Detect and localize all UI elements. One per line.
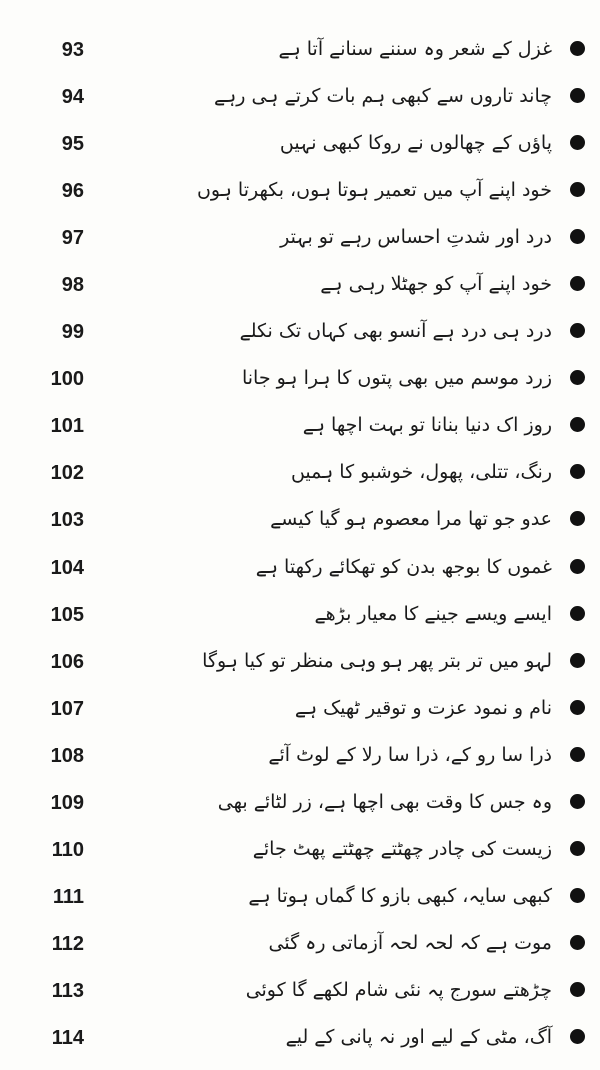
page-number: 100 bbox=[50, 368, 84, 391]
page-number: 109 bbox=[50, 791, 84, 814]
page-number: 94 bbox=[61, 86, 84, 109]
toc-entry bbox=[0, 27, 600, 74]
entry-title: غموں کا بوجھ بدن کو تھکائے رکھتا ہے bbox=[255, 555, 552, 578]
bullet-icon bbox=[570, 88, 585, 103]
page-number: 113 bbox=[51, 979, 84, 1002]
toc-entry bbox=[0, 592, 600, 639]
entry-title: آگ، مٹی کے لیے اور نہ پانی کے لیے bbox=[285, 1025, 552, 1048]
entry-title: نام و نمود عزت و توقیر ٹھیک ہے bbox=[294, 696, 552, 719]
page-number: 112 bbox=[51, 932, 84, 955]
entry-title: درد اور شدتِ احساس رہے تو بہتر bbox=[280, 226, 552, 249]
entry-title: خود اپنے آپ کو جھٹلا رہی ہے bbox=[320, 273, 552, 296]
bullet-icon bbox=[570, 935, 585, 950]
toc-entry bbox=[0, 968, 600, 1015]
toc-entry bbox=[0, 356, 600, 403]
toc-entry bbox=[0, 545, 600, 592]
page-number: 104 bbox=[50, 556, 84, 579]
toc-entry bbox=[0, 780, 600, 827]
page-number: 96 bbox=[61, 180, 84, 203]
bullet-icon bbox=[570, 888, 585, 903]
entry-title: وہ جس کا وقت بھی اچھا ہے، زر لٹائے بھی bbox=[217, 790, 552, 813]
entry-title: ذرا سا رو کے، ذرا سا رلا کے لوٹ آئے bbox=[268, 743, 552, 766]
bullet-icon bbox=[570, 747, 585, 762]
page-number: 103 bbox=[50, 509, 84, 532]
toc-entry bbox=[0, 827, 600, 874]
page-number: 114 bbox=[51, 1026, 84, 1049]
table-of-contents bbox=[0, 27, 600, 1062]
entry-title: کبھی سایہ، کبھی بازو کا گماں ہوتا ہے bbox=[248, 884, 552, 907]
toc-entry bbox=[0, 215, 600, 262]
entry-title: غزل کے شعر وہ سننے سنانے آتا ہے bbox=[278, 38, 552, 60]
toc-entry bbox=[0, 921, 600, 968]
entry-title: رنگ، تتلی، پھول، خوشبو کا ہمیں bbox=[290, 461, 552, 484]
bullet-icon bbox=[570, 653, 585, 668]
toc-entry bbox=[0, 686, 600, 733]
page-number: 101 bbox=[50, 415, 84, 438]
entry-title: زیست کی چادر چھٹتے چھٹتے پھٹ جائے bbox=[252, 837, 552, 860]
entry-title: روز اک دنیا بنانا تو بہت اچھا ہے bbox=[302, 414, 552, 437]
toc-entry bbox=[0, 874, 600, 921]
bullet-icon bbox=[570, 41, 585, 56]
toc-entry bbox=[0, 403, 600, 450]
page-number: 108 bbox=[50, 744, 84, 767]
entry-title: چڑھتے سورج پہ نئی شام لکھے گا کوئی bbox=[245, 978, 552, 1001]
bullet-icon bbox=[570, 606, 585, 621]
page-number: 102 bbox=[50, 462, 84, 485]
bullet-icon bbox=[570, 229, 585, 244]
toc-entry bbox=[0, 639, 600, 686]
toc-entry bbox=[0, 74, 600, 121]
toc-entry bbox=[0, 168, 600, 215]
entry-title: خود اپنے آپ میں تعمیر ہوتا ہوں، بکھرتا ہوں bbox=[196, 179, 552, 202]
entry-title: چاند تاروں سے کبھی ہم بات کرتے ہی رہے bbox=[213, 85, 552, 108]
bullet-icon bbox=[570, 559, 585, 574]
bullet-icon bbox=[570, 794, 585, 809]
toc-entry bbox=[0, 450, 600, 497]
bullet-icon bbox=[570, 982, 585, 997]
bullet-icon bbox=[570, 841, 585, 856]
toc-entry bbox=[0, 309, 600, 356]
page-number: 105 bbox=[50, 603, 84, 626]
page-number: 97 bbox=[61, 227, 84, 250]
bullet-icon bbox=[570, 1029, 585, 1044]
entry-title: درد ہی درد ہے آنسو بھی کہاں تک نکلے bbox=[239, 320, 552, 343]
page-number: 99 bbox=[61, 321, 84, 344]
toc-entry bbox=[0, 497, 600, 544]
entry-title: ایسے ویسے جینے کا معیار بڑھے bbox=[314, 602, 552, 625]
bullet-icon bbox=[570, 464, 585, 479]
bullet-icon bbox=[570, 182, 585, 197]
bullet-icon bbox=[570, 323, 585, 338]
page-number: 106 bbox=[50, 650, 84, 673]
bullet-icon bbox=[570, 511, 585, 526]
toc-entry bbox=[0, 733, 600, 780]
bullet-icon bbox=[570, 700, 585, 715]
entry-title: موت ہے کہ لحہ لحہ آزماتی رہ گئی bbox=[268, 931, 552, 954]
bullet-icon bbox=[570, 135, 585, 150]
entry-title: پاؤں کے چھالوں نے روکا کبھی نہیں bbox=[279, 132, 552, 155]
entry-title: زرد موسم میں بھی پتوں کا ہرا ہو جانا bbox=[241, 367, 552, 390]
page-number: 95 bbox=[61, 133, 84, 156]
bullet-icon bbox=[570, 276, 585, 291]
toc-entry bbox=[0, 1015, 600, 1062]
page-number: 110 bbox=[51, 838, 84, 861]
page-number: 93 bbox=[61, 39, 84, 61]
entry-title: لہو میں تر بتر پھر ہو وہی منظر تو کیا ہوگا bbox=[202, 649, 552, 672]
toc-entry bbox=[0, 121, 600, 168]
page-number: 107 bbox=[50, 697, 84, 720]
toc-entry bbox=[0, 262, 600, 309]
page-number: 111 bbox=[52, 885, 84, 908]
bullet-icon bbox=[570, 417, 585, 432]
page-number: 98 bbox=[61, 274, 84, 297]
entry-title: عدو جو تھا مرا معصوم ہو گیا کیسے bbox=[270, 508, 552, 531]
bullet-icon bbox=[570, 370, 585, 385]
